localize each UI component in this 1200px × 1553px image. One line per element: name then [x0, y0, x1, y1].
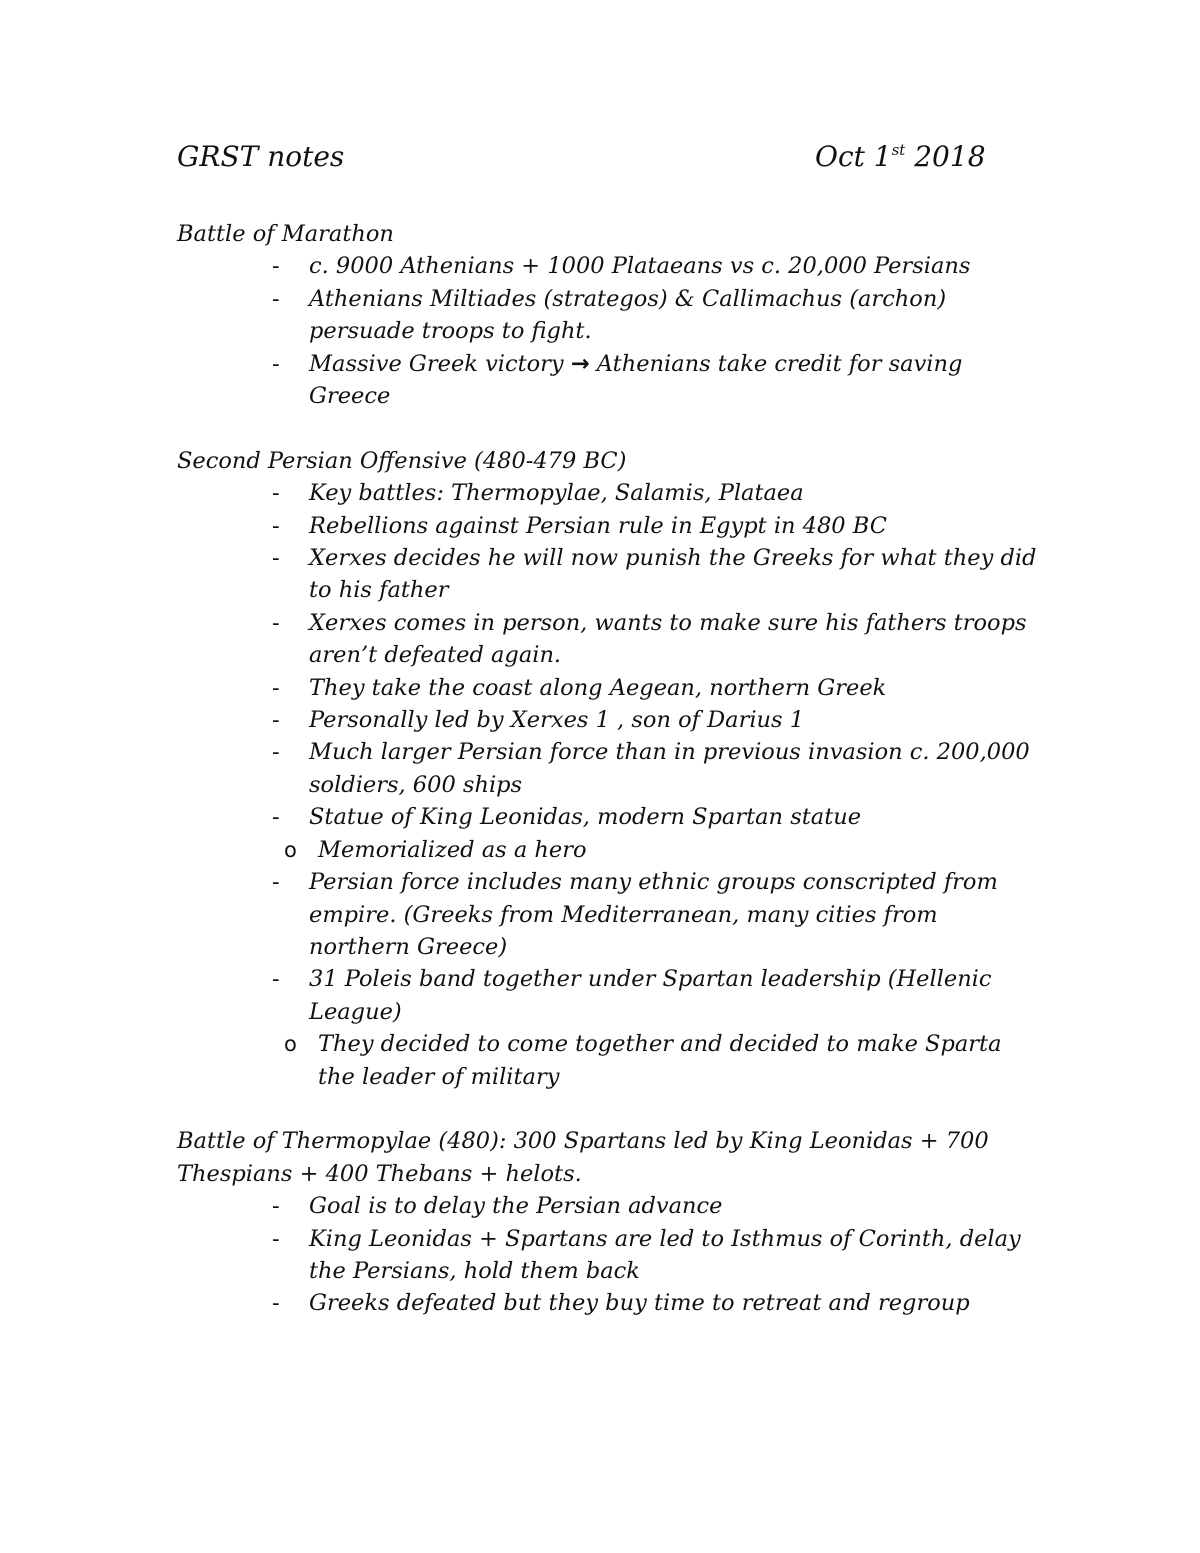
section-heading: Battle of Marathon — [177, 221, 394, 247]
list-item: - Much larger Persian force than in previous invasion c. 200,000 soldiers, 600 ships — [177, 736, 1037, 801]
list-item: - They take the coast along Aegean, northern Greek — [177, 672, 1037, 704]
section-heading: Second Persian Offensive (480-479 BC) — [177, 447, 627, 474]
list-item: - Personally led by Xerxes 1 , son of Darius 1 — [177, 704, 1037, 736]
list-item-text: Massive Greek victory — [309, 350, 571, 377]
list-item — [177, 348, 1037, 413]
list-item: - c. 9000 Athenians + 1000 Plataeans vs c. 20,000 Persians — [177, 250, 1037, 282]
sub-list-item: o They decided to come together and decided to make Sparta the leader of military — [177, 1028, 1037, 1093]
date-year: 2018 — [905, 140, 986, 173]
right-arrow-icon: → — [570, 350, 590, 377]
list-item: - Xerxes comes in person, wants to make sure his fathers troops aren’t defeated again. — [177, 607, 1037, 672]
list-item: - 31 Poleis band together under Spartan leadership (Hellenic League) — [177, 963, 1037, 1028]
sub-list-item: o Memorialized as a hero — [177, 834, 1037, 866]
bullet-list — [177, 250, 1037, 412]
list-item: - King Leonidas + Spartans are led to Isthmus of Corinth, delay the Persians, hold them back — [177, 1223, 1037, 1288]
section-thermopylae — [177, 1125, 1037, 1319]
notes-body — [177, 218, 1037, 1320]
bullet-list — [177, 1190, 1037, 1320]
list-item: - Greeks defeated but they buy time to retreat and regroup — [177, 1287, 1037, 1319]
document-title: GRST notes — [177, 140, 345, 173]
list-item: - Persian force includes many ethnic groups conscripted from empire. (Greeks from Mediterranean, many cities from northern Greece) — [177, 866, 1037, 963]
list-item: - Rebellions against Persian rule in Egypt in 480 BC — [177, 510, 1037, 542]
section-second-persian-offensive — [177, 445, 1037, 1093]
document-date — [815, 140, 986, 173]
list-item: - Xerxes decides he will now punish the Greeks for what they did to his father — [177, 542, 1037, 607]
bullet-list — [177, 477, 1037, 1093]
date-ordinal: st — [891, 141, 906, 159]
date-text: Oct 1 — [815, 140, 892, 173]
list-item: - Key battles: Thermopylae, Salamis, Plataea — [177, 477, 1037, 509]
section-marathon — [177, 218, 1037, 412]
list-item: - Statue of King Leonidas, modern Spartan statue — [177, 801, 1037, 833]
list-item-text: Athenians take credit for saving Greece — [309, 350, 963, 410]
list-item: - Athenians Miltiades (strategos) & Callimachus (archon) persuade troops to fight. — [177, 283, 1037, 348]
section-heading: Battle of Thermopylae (480): 300 Spartans led by King Leonidas + 700 Thespians + 400 Thebans + helots. — [177, 1128, 989, 1187]
list-item: - Goal is to delay the Persian advance — [177, 1190, 1037, 1222]
